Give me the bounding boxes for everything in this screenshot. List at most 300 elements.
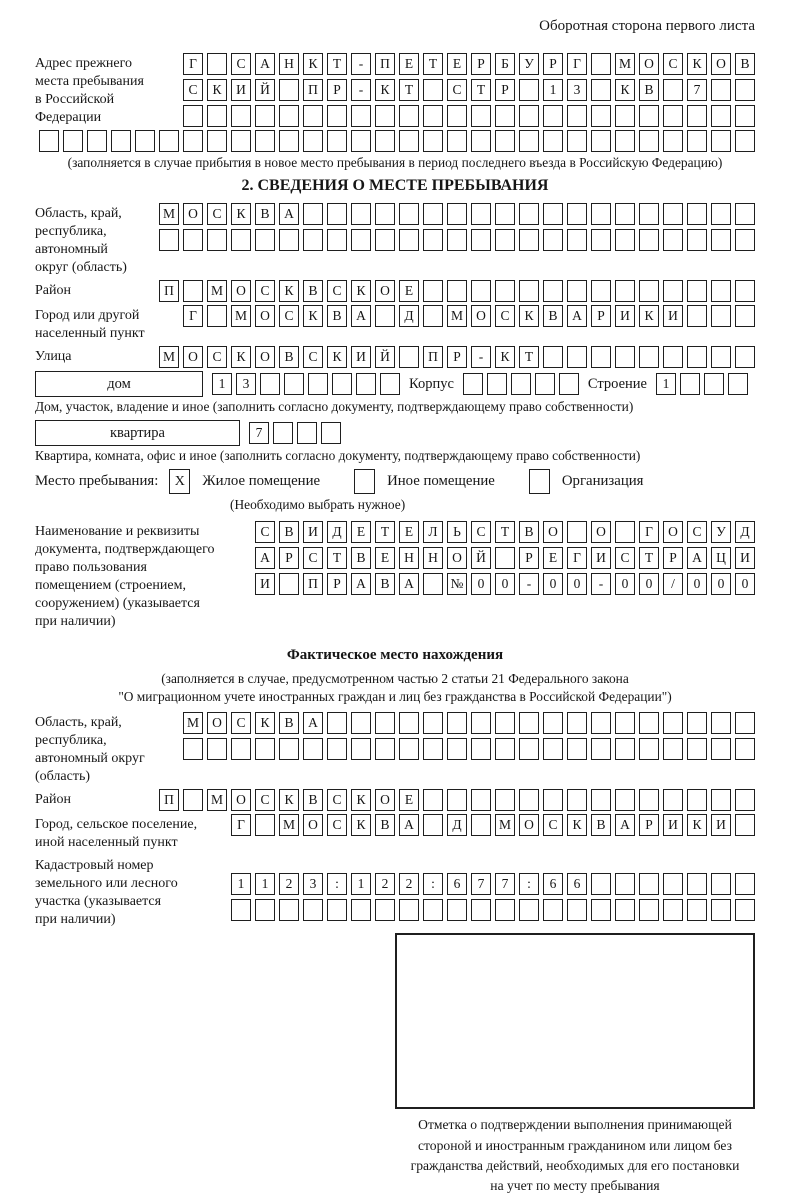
char-cell[interactable] — [663, 712, 683, 734]
char-cell[interactable]: / — [663, 573, 683, 595]
char-cell[interactable] — [183, 105, 203, 127]
char-cell[interactable]: С — [327, 814, 347, 836]
char-cell[interactable] — [495, 738, 515, 760]
char-cell[interactable] — [351, 229, 371, 251]
char-cell[interactable]: К — [639, 305, 659, 327]
char-cell[interactable] — [423, 305, 443, 327]
char-cell[interactable] — [279, 229, 299, 251]
char-cell[interactable] — [615, 105, 635, 127]
char-cell[interactable] — [519, 789, 539, 811]
char-cell[interactable]: О — [183, 203, 203, 225]
char-cell[interactable] — [687, 280, 707, 302]
char-cell[interactable]: 6 — [447, 873, 467, 895]
char-cell[interactable] — [207, 105, 227, 127]
char-cell[interactable]: О — [183, 346, 203, 368]
char-cell[interactable] — [615, 280, 635, 302]
char-cell[interactable]: А — [303, 712, 323, 734]
checkbox-organizatsiya[interactable] — [529, 469, 550, 494]
char-cell[interactable] — [207, 229, 227, 251]
char-cell[interactable]: - — [471, 346, 491, 368]
char-cell[interactable] — [495, 130, 515, 152]
char-cell[interactable]: С — [231, 712, 251, 734]
char-cell[interactable] — [327, 899, 347, 921]
char-cell[interactable] — [327, 130, 347, 152]
char-cell[interactable]: К — [495, 346, 515, 368]
char-cell[interactable] — [375, 738, 395, 760]
char-cell[interactable]: 1 — [351, 873, 371, 895]
char-cell[interactable] — [351, 738, 371, 760]
char-cell[interactable] — [735, 346, 755, 368]
char-cell[interactable]: В — [279, 712, 299, 734]
char-cell[interactable]: А — [687, 547, 707, 569]
char-cell[interactable] — [567, 203, 587, 225]
char-cell[interactable]: М — [615, 53, 635, 75]
char-cell[interactable] — [735, 738, 755, 760]
char-cell[interactable]: В — [303, 280, 323, 302]
char-cell[interactable] — [447, 229, 467, 251]
char-cell[interactable]: Н — [423, 547, 443, 569]
char-cell[interactable] — [471, 789, 491, 811]
char-cell[interactable]: К — [231, 346, 251, 368]
char-cell[interactable] — [615, 789, 635, 811]
char-cell[interactable] — [297, 422, 317, 444]
char-cell[interactable] — [255, 105, 275, 127]
char-cell[interactable] — [639, 203, 659, 225]
char-cell[interactable] — [728, 373, 748, 395]
char-cell[interactable] — [639, 873, 659, 895]
char-cell[interactable] — [356, 373, 376, 395]
char-cell[interactable] — [423, 105, 443, 127]
char-cell[interactable] — [711, 346, 731, 368]
char-cell[interactable]: 0 — [543, 573, 563, 595]
char-cell[interactable] — [159, 229, 179, 251]
char-cell[interactable]: Т — [639, 547, 659, 569]
char-cell[interactable]: С — [279, 305, 299, 327]
char-cell[interactable] — [255, 814, 275, 836]
char-cell[interactable] — [543, 712, 563, 734]
char-cell[interactable]: М — [495, 814, 515, 836]
char-cell[interactable] — [511, 373, 531, 395]
char-cell[interactable]: Р — [591, 305, 611, 327]
char-cell[interactable] — [447, 105, 467, 127]
char-cell[interactable] — [567, 280, 587, 302]
char-cell[interactable] — [735, 814, 755, 836]
char-cell[interactable] — [687, 899, 707, 921]
char-cell[interactable] — [183, 130, 203, 152]
char-cell[interactable]: М — [447, 305, 467, 327]
char-cell[interactable]: Б — [495, 53, 515, 75]
char-cell[interactable] — [543, 203, 563, 225]
char-cell[interactable] — [687, 873, 707, 895]
char-cell[interactable]: К — [327, 346, 347, 368]
char-cell[interactable] — [663, 899, 683, 921]
char-cell[interactable] — [183, 738, 203, 760]
char-cell[interactable]: Е — [447, 53, 467, 75]
char-cell[interactable]: К — [303, 53, 323, 75]
char-cell[interactable] — [687, 346, 707, 368]
char-cell[interactable] — [543, 229, 563, 251]
char-cell[interactable]: 0 — [471, 573, 491, 595]
char-cell[interactable] — [255, 229, 275, 251]
char-cell[interactable] — [207, 305, 227, 327]
char-cell[interactable] — [327, 712, 347, 734]
char-cell[interactable]: К — [687, 53, 707, 75]
char-cell[interactable]: Т — [519, 346, 539, 368]
char-cell[interactable] — [471, 280, 491, 302]
char-cell[interactable]: Г — [183, 53, 203, 75]
char-cell[interactable] — [711, 105, 731, 127]
char-cell[interactable] — [399, 229, 419, 251]
char-cell[interactable] — [279, 79, 299, 101]
char-cell[interactable]: О — [231, 789, 251, 811]
char-cell[interactable] — [447, 738, 467, 760]
char-cell[interactable]: А — [615, 814, 635, 836]
char-cell[interactable] — [183, 229, 203, 251]
char-cell[interactable]: Е — [399, 789, 419, 811]
char-cell[interactable] — [711, 899, 731, 921]
char-cell[interactable] — [279, 130, 299, 152]
char-cell[interactable] — [559, 373, 579, 395]
char-cell[interactable]: К — [351, 814, 371, 836]
char-cell[interactable]: : — [519, 873, 539, 895]
char-cell[interactable]: 2 — [375, 873, 395, 895]
char-cell[interactable] — [735, 130, 755, 152]
char-cell[interactable] — [207, 53, 227, 75]
char-cell[interactable]: В — [543, 305, 563, 327]
char-cell[interactable]: У — [519, 53, 539, 75]
char-cell[interactable] — [279, 899, 299, 921]
char-cell[interactable]: А — [399, 573, 419, 595]
char-cell[interactable] — [687, 105, 707, 127]
char-cell[interactable] — [327, 738, 347, 760]
char-cell[interactable] — [735, 203, 755, 225]
char-cell[interactable] — [543, 130, 563, 152]
char-cell[interactable]: В — [735, 53, 755, 75]
char-cell[interactable]: С — [615, 547, 635, 569]
char-cell[interactable] — [375, 130, 395, 152]
char-cell[interactable] — [639, 789, 659, 811]
char-cell[interactable] — [423, 738, 443, 760]
char-cell[interactable]: В — [255, 203, 275, 225]
char-cell[interactable] — [231, 105, 251, 127]
char-cell[interactable] — [255, 130, 275, 152]
char-cell[interactable]: С — [663, 53, 683, 75]
char-cell[interactable]: 7 — [687, 79, 707, 101]
char-cell[interactable] — [711, 79, 731, 101]
char-cell[interactable] — [351, 712, 371, 734]
char-cell[interactable] — [639, 712, 659, 734]
char-cell[interactable] — [495, 789, 515, 811]
char-cell[interactable] — [471, 899, 491, 921]
char-cell[interactable] — [615, 229, 635, 251]
char-cell[interactable] — [351, 130, 371, 152]
char-cell[interactable]: Д — [447, 814, 467, 836]
char-cell[interactable]: Й — [375, 346, 395, 368]
char-cell[interactable]: С — [687, 521, 707, 543]
char-cell[interactable]: О — [543, 521, 563, 543]
char-cell[interactable] — [327, 203, 347, 225]
char-cell[interactable] — [704, 373, 724, 395]
char-cell[interactable] — [284, 373, 304, 395]
char-cell[interactable] — [447, 203, 467, 225]
char-cell[interactable] — [303, 105, 323, 127]
char-cell[interactable] — [303, 203, 323, 225]
char-cell[interactable] — [615, 738, 635, 760]
char-cell[interactable] — [663, 738, 683, 760]
char-cell[interactable] — [207, 738, 227, 760]
char-cell[interactable] — [375, 229, 395, 251]
char-cell[interactable]: О — [471, 305, 491, 327]
char-cell[interactable]: С — [183, 79, 203, 101]
char-cell[interactable]: М — [231, 305, 251, 327]
char-cell[interactable] — [351, 203, 371, 225]
char-cell[interactable]: С — [255, 280, 275, 302]
char-cell[interactable]: А — [255, 547, 275, 569]
char-cell[interactable] — [519, 203, 539, 225]
char-cell[interactable]: К — [375, 79, 395, 101]
char-cell[interactable]: И — [351, 346, 371, 368]
char-cell[interactable]: - — [519, 573, 539, 595]
char-cell[interactable] — [663, 79, 683, 101]
char-cell[interactable] — [687, 229, 707, 251]
char-cell[interactable] — [447, 789, 467, 811]
char-cell[interactable]: Т — [423, 53, 443, 75]
char-cell[interactable] — [495, 105, 515, 127]
char-cell[interactable]: С — [471, 521, 491, 543]
char-cell[interactable]: - — [351, 53, 371, 75]
char-cell[interactable]: 0 — [639, 573, 659, 595]
char-cell[interactable] — [399, 105, 419, 127]
char-cell[interactable] — [423, 712, 443, 734]
char-cell[interactable]: К — [303, 305, 323, 327]
char-cell[interactable] — [543, 738, 563, 760]
char-cell[interactable]: Л — [423, 521, 443, 543]
char-cell[interactable]: С — [327, 789, 347, 811]
char-cell[interactable]: У — [711, 521, 731, 543]
char-cell[interactable] — [495, 203, 515, 225]
char-cell[interactable] — [591, 789, 611, 811]
char-cell[interactable] — [471, 738, 491, 760]
char-cell[interactable] — [399, 899, 419, 921]
char-cell[interactable] — [663, 229, 683, 251]
char-cell[interactable] — [567, 346, 587, 368]
char-cell[interactable] — [567, 899, 587, 921]
char-cell[interactable]: С — [207, 203, 227, 225]
char-cell[interactable] — [711, 229, 731, 251]
checkbox-inoe[interactable] — [354, 469, 375, 494]
char-cell[interactable]: Г — [639, 521, 659, 543]
char-cell[interactable]: Г — [567, 53, 587, 75]
char-cell[interactable]: А — [567, 305, 587, 327]
char-cell[interactable]: Р — [495, 79, 515, 101]
char-cell[interactable] — [663, 346, 683, 368]
char-cell[interactable]: Р — [279, 547, 299, 569]
char-cell[interactable]: С — [255, 789, 275, 811]
char-cell[interactable]: : — [327, 873, 347, 895]
char-cell[interactable]: А — [255, 53, 275, 75]
char-cell[interactable] — [447, 712, 467, 734]
char-cell[interactable] — [615, 130, 635, 152]
char-cell[interactable]: 1 — [212, 373, 232, 395]
char-cell[interactable] — [735, 873, 755, 895]
char-cell[interactable] — [471, 814, 491, 836]
char-cell[interactable]: О — [207, 712, 227, 734]
char-cell[interactable]: 1 — [255, 873, 275, 895]
char-cell[interactable]: № — [447, 573, 467, 595]
char-cell[interactable]: Р — [327, 573, 347, 595]
char-cell[interactable]: С — [327, 280, 347, 302]
char-cell[interactable] — [183, 280, 203, 302]
char-cell[interactable]: О — [711, 53, 731, 75]
char-cell[interactable]: 0 — [495, 573, 515, 595]
char-cell[interactable] — [735, 280, 755, 302]
char-cell[interactable]: Р — [447, 346, 467, 368]
char-cell[interactable] — [375, 105, 395, 127]
char-cell[interactable] — [687, 203, 707, 225]
char-cell[interactable] — [687, 789, 707, 811]
char-cell[interactable] — [615, 346, 635, 368]
char-cell[interactable] — [639, 229, 659, 251]
char-cell[interactable] — [447, 280, 467, 302]
char-cell[interactable] — [495, 280, 515, 302]
char-cell[interactable]: И — [711, 814, 731, 836]
char-cell[interactable] — [591, 738, 611, 760]
char-cell[interactable] — [735, 712, 755, 734]
char-cell[interactable]: Д — [399, 305, 419, 327]
char-cell[interactable] — [423, 229, 443, 251]
char-cell[interactable] — [423, 203, 443, 225]
char-cell[interactable] — [687, 305, 707, 327]
char-cell[interactable]: О — [375, 789, 395, 811]
char-cell[interactable]: П — [423, 346, 443, 368]
char-cell[interactable]: 0 — [687, 573, 707, 595]
char-cell[interactable] — [87, 130, 107, 152]
char-cell[interactable] — [663, 203, 683, 225]
char-cell[interactable]: К — [279, 280, 299, 302]
char-cell[interactable] — [255, 738, 275, 760]
char-cell[interactable]: 3 — [303, 873, 323, 895]
char-cell[interactable]: 3 — [236, 373, 256, 395]
char-cell[interactable] — [639, 105, 659, 127]
char-cell[interactable] — [615, 899, 635, 921]
char-cell[interactable]: 6 — [567, 873, 587, 895]
char-cell[interactable] — [39, 130, 59, 152]
char-cell[interactable] — [423, 130, 443, 152]
char-cell[interactable] — [375, 899, 395, 921]
char-cell[interactable]: И — [255, 573, 275, 595]
char-cell[interactable] — [687, 738, 707, 760]
char-cell[interactable] — [735, 105, 755, 127]
char-cell[interactable]: П — [303, 79, 323, 101]
char-cell[interactable]: Р — [663, 547, 683, 569]
char-cell[interactable] — [567, 105, 587, 127]
char-cell[interactable] — [615, 873, 635, 895]
char-cell[interactable] — [519, 229, 539, 251]
char-cell[interactable]: Т — [375, 521, 395, 543]
char-cell[interactable] — [663, 789, 683, 811]
char-cell[interactable]: К — [351, 280, 371, 302]
char-cell[interactable] — [279, 573, 299, 595]
char-cell[interactable]: Й — [255, 79, 275, 101]
char-cell[interactable] — [639, 899, 659, 921]
char-cell[interactable] — [332, 373, 352, 395]
char-cell[interactable] — [735, 899, 755, 921]
char-cell[interactable]: Т — [495, 521, 515, 543]
char-cell[interactable]: Т — [471, 79, 491, 101]
char-cell[interactable]: И — [663, 305, 683, 327]
char-cell[interactable] — [663, 130, 683, 152]
char-cell[interactable] — [327, 229, 347, 251]
char-cell[interactable] — [351, 105, 371, 127]
char-cell[interactable] — [63, 130, 83, 152]
char-cell[interactable] — [231, 738, 251, 760]
char-cell[interactable]: 7 — [495, 873, 515, 895]
char-cell[interactable] — [639, 346, 659, 368]
char-cell[interactable] — [567, 712, 587, 734]
char-cell[interactable]: 6 — [543, 873, 563, 895]
char-cell[interactable] — [735, 229, 755, 251]
char-cell[interactable]: О — [663, 521, 683, 543]
char-cell[interactable] — [639, 738, 659, 760]
char-cell[interactable]: Р — [639, 814, 659, 836]
char-cell[interactable] — [111, 130, 131, 152]
char-cell[interactable] — [711, 280, 731, 302]
char-cell[interactable] — [591, 79, 611, 101]
char-cell[interactable]: С — [303, 346, 323, 368]
char-cell[interactable] — [351, 899, 371, 921]
char-cell[interactable] — [615, 203, 635, 225]
char-cell[interactable]: И — [615, 305, 635, 327]
char-cell[interactable]: О — [447, 547, 467, 569]
char-cell[interactable] — [423, 899, 443, 921]
char-cell[interactable]: Е — [399, 521, 419, 543]
char-cell[interactable] — [591, 873, 611, 895]
char-cell[interactable]: В — [351, 547, 371, 569]
char-cell[interactable] — [447, 130, 467, 152]
char-cell[interactable]: 1 — [543, 79, 563, 101]
char-cell[interactable]: Е — [351, 521, 371, 543]
char-cell[interactable]: П — [159, 789, 179, 811]
char-cell[interactable]: В — [519, 521, 539, 543]
char-cell[interactable] — [663, 105, 683, 127]
char-cell[interactable]: И — [303, 521, 323, 543]
char-cell[interactable]: М — [207, 280, 227, 302]
char-cell[interactable] — [399, 130, 419, 152]
char-cell[interactable]: С — [543, 814, 563, 836]
char-cell[interactable]: К — [567, 814, 587, 836]
char-cell[interactable]: О — [255, 346, 275, 368]
char-cell[interactable] — [380, 373, 400, 395]
char-cell[interactable]: Г — [183, 305, 203, 327]
char-cell[interactable] — [495, 229, 515, 251]
char-cell[interactable] — [471, 203, 491, 225]
dom-type-box[interactable]: дом — [35, 371, 203, 397]
char-cell[interactable]: Й — [471, 547, 491, 569]
char-cell[interactable]: К — [687, 814, 707, 836]
char-cell[interactable]: О — [639, 53, 659, 75]
char-cell[interactable] — [711, 712, 731, 734]
char-cell[interactable] — [495, 547, 515, 569]
char-cell[interactable] — [639, 280, 659, 302]
char-cell[interactable] — [567, 130, 587, 152]
char-cell[interactable]: С — [231, 53, 251, 75]
char-cell[interactable]: О — [231, 280, 251, 302]
char-cell[interactable] — [519, 79, 539, 101]
char-cell[interactable] — [639, 130, 659, 152]
char-cell[interactable] — [519, 130, 539, 152]
char-cell[interactable]: К — [351, 789, 371, 811]
char-cell[interactable] — [711, 305, 731, 327]
